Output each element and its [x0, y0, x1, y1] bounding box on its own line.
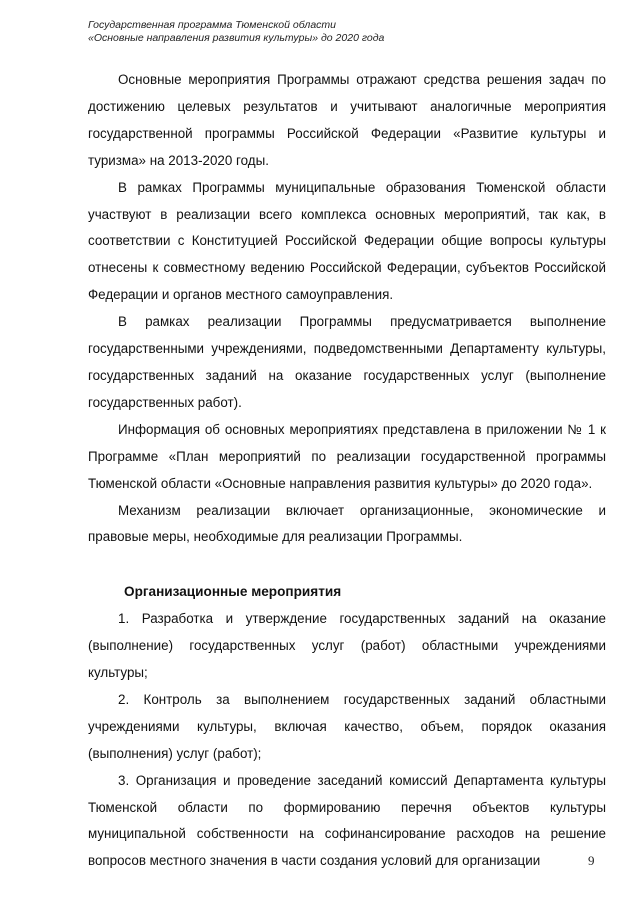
page-number: 9	[588, 853, 595, 868]
section-heading: Организационные мероприятия	[124, 584, 342, 600]
header-line-1: Государственная программа Тюменской области	[88, 19, 336, 31]
running-header	[88, 19, 588, 45]
paragraph: Механизм реализации включает организационные, экономические и правовые меры, необходимые для реализации Программы.	[88, 502, 606, 545]
list-item: 3. Организация и проведение заседаний комиссий Департамента культуры Тюменской области по формированию перечня объектов культуры муниципальной собственности на софинансирование расходов на решение вопросов местного значения в части создания условий для организации	[88, 772, 606, 869]
paragraph: Основные мероприятия Программы отражают средства решения задач по достижению целевых результатов и учитывают аналогичные мероприятия государственной программы Российской Федерации «Развитие культуры и туризма» на 2013-2020 годы.	[88, 72, 606, 168]
header-line-2: «Основные направления развития культуры» до 2020 года	[88, 32, 385, 44]
list-item: 1. Разработка и утверждение государственных заданий на оказание (выполнение) государственных услуг (работ) областными учреждениями культуры;	[88, 611, 606, 681]
document-body	[88, 67, 606, 875]
paragraph: В рамках Программы муниципальные образования Тюменской области участвуют в реализации всего комплекса основных мероприятий, так как, в соответствии с Конституцией Российской Федерации общие вопросы культуры отнесены к совместному ведению Российской Федерации, субъектов Российской Федерации и органов местного самоуправления.	[88, 179, 606, 303]
paragraph: Информация об основных мероприятиях представлена в приложении № 1 к Программе «План мероприятий по реализации государственной программы Тюменской области «Основные направления развития культуры» до 2020 года».	[88, 421, 606, 491]
paragraph: В рамках реализации Программы предусматривается выполнение государственными учреждениями, подведомственными Департаменту культуры, государственных заданий на оказание государственных услуг (выполнение государственных работ).	[88, 314, 606, 410]
list-item: 2. Контроль за выполнением государственных заданий областными учреждениями культуры, включая качество, объем, порядок оказания (выполнения) услуг (работ);	[88, 691, 606, 761]
